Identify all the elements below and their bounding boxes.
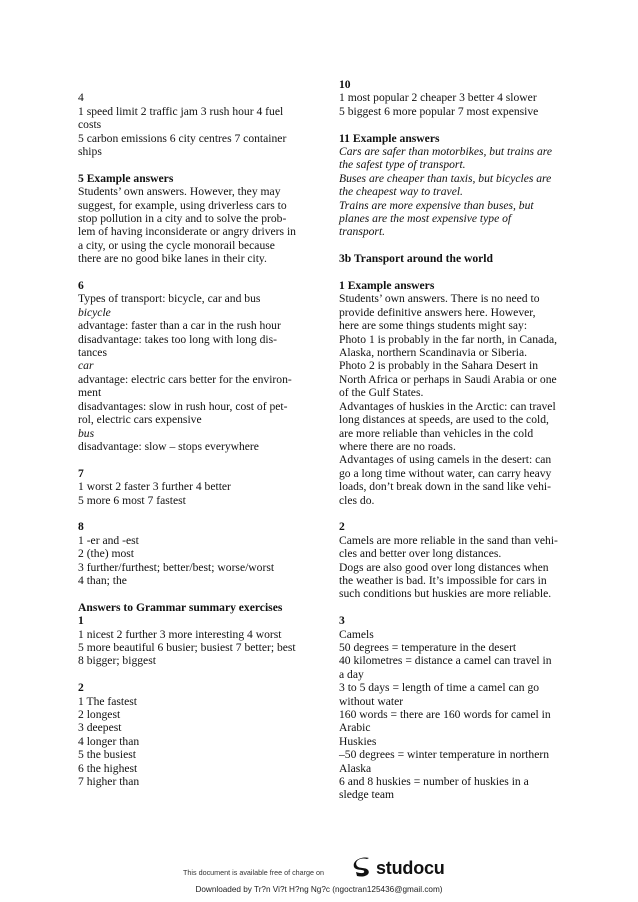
text-line: 160 words = there are 160 words for camel in — [339, 708, 551, 722]
paragraph-gap — [78, 158, 310, 171]
text-line: Alaska, northern Scandinavia or Siberia. — [339, 346, 528, 360]
text-line: are more reliable than vehicles in the cold — [339, 426, 534, 440]
text-line: 5 biggest 6 more popular 7 most expensive — [339, 104, 539, 118]
text-line: Camels are more reliable in the sand than vehi- — [339, 533, 558, 547]
text-line: Advantages of huskies in the Arctic: can travel — [339, 399, 556, 413]
text-line: cles do. — [339, 493, 375, 507]
text-line: Alaska — [339, 761, 372, 775]
text-line: 6 and 8 huskies = number of huskies in a — [339, 775, 529, 789]
text-line: –50 degrees = winter temperature in northern — [339, 748, 549, 762]
text-line: sledge team — [339, 788, 395, 802]
text-line: 7 higher than — [78, 775, 140, 789]
text-line: 3 to 5 days = length of time a camel can go — [339, 681, 540, 695]
section-heading: 3 — [339, 614, 345, 628]
text-line: the cheapest way to travel. — [339, 185, 463, 199]
section-heading: 10 — [339, 78, 351, 91]
text-line: 1 The fastest — [78, 694, 138, 708]
text-line: lem of having inconsiderate or angry drivers in — [78, 225, 296, 239]
text-line: 1 worst 2 faster 3 further 4 better — [78, 480, 231, 494]
text-line: advantage: faster than a car in the rush hour — [78, 319, 281, 333]
text-line: Camels — [339, 627, 374, 641]
studocu-brand-name: studocu — [376, 857, 445, 878]
text-line: planes are the most expensive type of — [339, 212, 512, 226]
text-line: transport. — [339, 225, 386, 239]
paragraph-gap — [339, 507, 571, 520]
text-line: cles and better over long distances. — [339, 547, 502, 561]
section-heading: 1 — [78, 614, 84, 628]
text-line: 5 carbon emissions 6 city centres 7 container — [78, 131, 287, 145]
section-heading: 2 — [339, 520, 345, 534]
text-line: ment — [78, 386, 102, 400]
text-line: costs — [78, 118, 102, 132]
text-line: go a long time without water, can carry heavy — [339, 466, 552, 480]
text-line: 5 more 6 most 7 fastest — [78, 493, 186, 507]
paragraph-gap — [339, 266, 571, 279]
paragraph-gap — [78, 507, 310, 520]
text-line: Huskies — [339, 734, 377, 748]
text-line: Advantages of using camels in the desert: can — [339, 453, 552, 467]
text-line: tances — [78, 346, 107, 360]
text-line: Photo 1 is probably in the far north, in Canada, — [339, 332, 557, 346]
text-line: 1 most popular 2 cheaper 3 better 4 slower — [339, 91, 537, 105]
text-line: 3 deepest — [78, 721, 122, 735]
text-line: without water — [339, 694, 404, 708]
section-heading: 6 — [78, 279, 84, 293]
right-column — [339, 78, 571, 802]
text-line: the safest type of transport. — [339, 158, 466, 172]
paragraph-gap — [78, 266, 310, 279]
section-heading: 3b Transport around the world — [339, 252, 493, 266]
section-heading: 7 — [78, 466, 84, 480]
text-line: Buses are cheaper than taxis, but bicycles are — [339, 171, 552, 185]
text-line: Cars are safer than motorbikes, but trains are — [339, 145, 552, 159]
text-line: Arabic — [339, 721, 371, 735]
text-line: of the Gulf States. — [339, 386, 424, 400]
section-heading: 5 Example answers — [78, 171, 174, 185]
downloaded-by-notice: Downloaded by Tr?n Vi?t H?ng Ng?c (ngoctran125436@gmail.com) — [195, 885, 443, 894]
text-line: 8 bigger; biggest — [78, 654, 156, 668]
studocu-logo[interactable] — [353, 857, 445, 879]
section-heading: 1 Example answers — [339, 279, 435, 293]
text-line: where there are no roads. — [339, 439, 456, 453]
paragraph-gap — [78, 78, 310, 91]
text-line: provide definitive answers here. However, — [339, 305, 536, 319]
text-line: long distances at speeds, are used to the cold, — [339, 413, 549, 427]
text-line: bus — [78, 426, 95, 440]
text-line: Photo 2 is probably in the Sahara Desert in — [339, 359, 538, 373]
text-line: stop pollution in a city and to solve the prob- — [78, 212, 287, 226]
text-line: disadvantage: takes too long with long dis- — [78, 332, 277, 346]
text-line: 4 longer than — [78, 734, 140, 748]
paragraph-gap — [339, 118, 571, 131]
studocu-logo-icon — [353, 857, 373, 879]
section-heading: 8 — [78, 520, 84, 534]
text-line: such conditions but huskies are more reliable. — [339, 587, 552, 601]
text-line: 40 kilometres = distance a camel can travel in — [339, 654, 552, 668]
text-line: rol, electric cars expensive — [78, 413, 202, 427]
section-heading: 2 — [78, 681, 84, 695]
text-line: car — [78, 359, 94, 373]
text-line: disadvantage: slow – stops everywhere — [78, 439, 259, 453]
text-line: advantage: electric cars better for the environ- — [78, 372, 292, 386]
paragraph-gap — [78, 453, 310, 466]
text-line: the weather is bad. It’s impossible for cars in — [339, 573, 547, 587]
text-line: 2 longest — [78, 707, 121, 721]
text-line: 1 nicest 2 further 3 more interesting 4 worst — [78, 627, 282, 641]
footer-availability-text: This document is available free of charge on — [183, 868, 325, 877]
text-line: 4 than; the — [78, 573, 127, 587]
text-line: disadvantages: slow in rush hour, cost of pet- — [78, 399, 288, 413]
paragraph-gap — [78, 668, 310, 681]
text-line: North Africa or perhaps in Saudi Arabia or one — [339, 372, 557, 386]
text-line: 2 (the) most — [78, 547, 135, 561]
paragraph-gap — [339, 601, 571, 614]
text-line: there are no good bike lanes in their city. — [78, 252, 267, 266]
text-line: Types of transport: bicycle, car and bus — [78, 292, 261, 306]
left-column — [78, 78, 310, 788]
text-line: 5 more beautiful 6 busier; busiest 7 better; best — [78, 640, 296, 654]
text-line: ships — [78, 145, 102, 159]
text-line: suggest, for example, using driverless cars to — [78, 198, 287, 212]
text-line: here are some things students might say: — [339, 319, 528, 333]
paragraph-gap — [339, 239, 571, 252]
section-heading: 11 Example answers — [339, 131, 440, 145]
text-line: 50 degrees = temperature in the desert — [339, 640, 517, 654]
text-line: 1 speed limit 2 traffic jam 3 rush hour 4 fuel — [78, 104, 284, 118]
text-line: 4 — [78, 91, 84, 105]
text-line: Dogs are also good over long distances when — [339, 560, 549, 574]
text-line: 3 further/furthest; better/best; worse/worst — [78, 560, 275, 574]
paragraph-gap — [78, 587, 310, 600]
text-line: 5 the busiest — [78, 748, 136, 762]
text-line: Students’ own answers. There is no need to — [339, 292, 540, 306]
text-line: bicycle — [78, 305, 111, 319]
text-line: Trains are more expensive than buses, but — [339, 198, 534, 212]
text-line: 1 -er and -est — [78, 533, 139, 547]
section-heading: Answers to Grammar summary exercises — [78, 600, 283, 614]
text-line: a day — [339, 667, 364, 681]
text-line: 6 the highest — [78, 761, 138, 775]
text-line: a city, or using the cycle monorail because — [78, 238, 275, 252]
text-line: Students’ own answers. However, they may — [78, 185, 281, 199]
text-line: loads, don’t break down in the sand like vehi- — [339, 480, 551, 494]
